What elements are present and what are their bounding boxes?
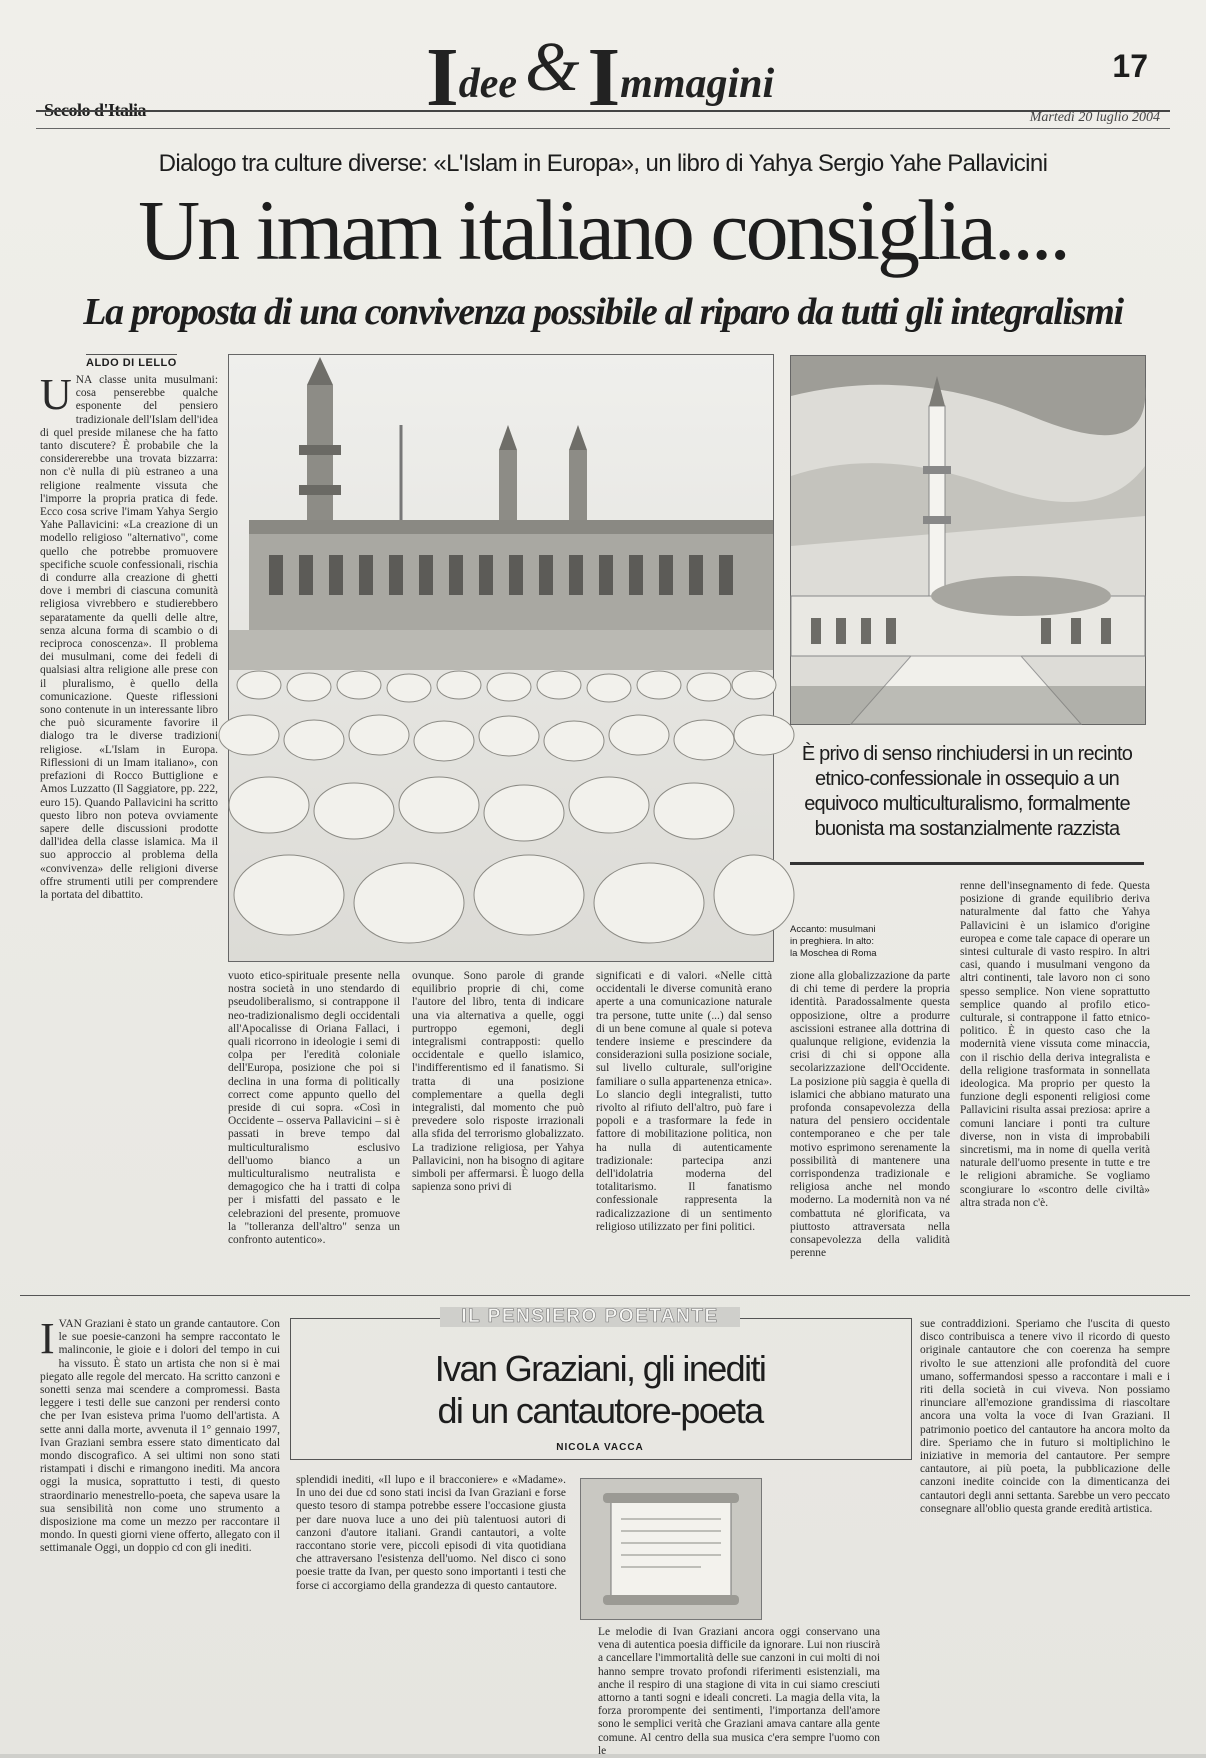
photo-rome-mosque <box>790 355 1146 725</box>
masthead <box>36 10 1170 135</box>
article-column-5: zione alla globalizzazione da parte di chi teme di perdere la propria identità. Paradossalmente questa opposizione, oltre a produrre ascissioni estranee alla dottrina di qualunque religione, evidenzia la crisi di chi si oppone alla secolarizzazione dell'Occidente. La posizione più saggia è quella di islamici che abbiano maturato una profonda consapevolezza della natura del pensiero occidentale contemporaneo e che per tale motivo esprimono serenamente la possibilità di mantenere una corrispondenza tradizionale e religiosa anche nel mondo moderno. La modernità non va né combattuta né glorificata, va piuttosto attraversata nella consapevolezza della validità perenne <box>790 970 950 1260</box>
article-column-1 <box>40 370 218 1280</box>
article-column-2: vuoto etico-spirituale presente nella nostra società in uno stendardo di pseudoliberalismo, si contrappone il neo-tradizionalismo degli occidentali all'Apocalisse di Oriana Fallaci, i quali ricorrono in ideologie i semi di colpa per l'eredità coloniale dell'Europa, posizione che poi si declina in una forma di politically correct come appunto quello del preside di cui sopra. «Così in Occidente – osserva Pallavicini – si è passati in breve tempo dal multiculturalismo esclusivo dell'uomo bianco a un multiculturalismo neutralista e demagogico che ha i tratti di colpa per i misfatti del passato e le celebrazioni del presente, promuove la "tolleranza dell'altro" senza un confronto autentico». <box>228 970 400 1247</box>
article2-headline-line-1: Ivan Graziani, gli inediti <box>434 1348 766 1389</box>
article2-column-1 <box>40 1314 280 1738</box>
article-byline: ALDO DI LELLO <box>86 354 177 369</box>
caption-line-2: in preghiera. In alto: <box>790 936 874 947</box>
pull-quote-rule <box>790 862 1144 865</box>
caption-line-3: la Moschea di Roma <box>790 948 877 959</box>
section-title-initial-i: I <box>426 31 459 124</box>
section-title-second: mmagini <box>620 61 775 107</box>
photo-rome-mosque-image <box>791 356 1145 724</box>
photo-caption <box>790 924 910 960</box>
section-title-first: dee <box>458 61 517 107</box>
article-column-4: significati e di valori. «Nelle città occidentali le diverse comunità erano aperte a una comunicazione naturale tra persone, tutte unite (...) dal senso di un bene comune al quale si poteva tendere insieme e prescindere da considerazioni sulla posizione sociale, sul livello culturale, sull'origine familiare o sulla appartenenza etnica». Lo slancio degli integralisti, tutto rivolto al rifiuto dell'altro, può fare i popoli e a trasformare la fede in fattore di mobilitazione politica, non ha nulla di autenticamente tradizionale: partecipa anzi dell'idolatria moderna del totalitarismo. Il fanatismo confessionale rappresenta la radicalizzazione di un sentimento religioso utilizzato per fini politici. <box>596 970 772 1233</box>
photo-scroll-manuscript <box>580 1478 762 1620</box>
article2-headline-line-2: di un cantautore-poeta <box>437 1390 763 1431</box>
article-column-1-text: NA classe unita musulmani: cosa penserebbe qualche esponente del pensiero tradizionale dell'Islam dell'idea di quel preside milanese che ha fatto tanto discutere? È probabile che la considererebbe una trovata bizzarra: non c'è nulla di più estraneo a una religione realmente vissuta che l'imporre la propria pratica di fede. Ecco cosa scrive l'imam Yahya Sergio Yahe Pallavicini: «La creazione di un modello religioso "alternativo", come quello che potrebbe promuovere specifiche scuole confessionali, rischia di condurre alla creazione di ghetti dove i membri di ciascuna comunità religiosa vivrebbero e studierebbero separatamente da quelli delle altre, senza alcuna forma di scambio o di reciproca conoscenza». Il problema dei musulmani, come dei fedeli di qualsiasi altra religione alle prese con il pluralismo, è quello della comunicazione. Queste riflessioni sono contenute in un interessante libro che può sicuramente favorire il dialogo tra le diverse tradizioni religiose. «L'Islam in Europa. Riflessioni di un Imam italiano», con prefazioni di Rocco Buttiglione e Amos Luzzatto (Il Saggiatore, pp. 222, euro 15). Quando Pallavicini ha scritto questo libro non poteva ovviamente sapere delle discussioni prodotte dall'idea della classe islamica. Ma il suo approccio al problema della «convivenza» delle religioni diverse offre strumenti utili per comprendere la portata del dibattito. <box>40 374 218 901</box>
article2-column-1-text: VAN Graziani è stato un grande cantautore. Con le sue poesie-canzoni ha sempre raccontato le malinconie, le gioie e i dolori del tempo in cui ha vissuto. È stato un artista che non si è mai piegato alle regole del mercato. Ha scritto canzoni e sonetti senza mai scendere a compromessi. Basta leggere i testi delle sue canzoni per rendersi conto che per Ivan esisteva prima l'uomo dell'artista. A sette anni dalla morte, avvenuta il 1° gennaio 1997, Ivan Graziani sembra essere stato dimenticato dal mondo discografico. A sei ultimi non sono stati ristampati i dischi e rimangono inediti. Ma ancora oggi la musica, soprattutto i testi, di questo straordinario menestrello-poeta, che sapeva usare la sua sensibilità non come uno strumento a disposizione ma come un mezzo per raccontare il mondo. In questi giorni viene offerto, allegato con il settimanale Oggi, un doppio cd con gli inediti. <box>40 1318 280 1555</box>
section-title-initial-i2: I <box>587 31 621 124</box>
article2-column-2: splendidi inediti, «Il lupo e il bracconiere» e «Madame». In uno dei due cd sono stati incisi da Ivan Graziani e forse questo tesoro di stampa potrebbe essere l'occasione giusta per dare nuova luce a uno dei più talentuosi autori di canzoni d'autore italiani. Grandi cantautori, a volte raccontano storie vere, piccoli episodi di vita quotidiana che attraversano l'esistenza dell'uomo. Nel disco ci sono poesie tratte da Ivan, per questo sono importanti i testi che forse ci accorgiamo della grandezza di questo cantautore. <box>296 1474 566 1592</box>
photo-scroll-manuscript-image <box>581 1479 761 1619</box>
article-column-3: ovunque. Sono parole di grande equilibrio proprie di chi, come l'autore del libro, tenta di indicare una via alternativa a quelle, oggi purtroppo egemoni, degli integralismi contrapposti: quello occidentale e quello islamico, l'indifferentismo ed il fanatismo. Si tratta di una posizione complementare a quella degli integralisti, dal momento che può prevedere solo risposte irrazionali alla sfida del terrorismo globalizzato. La tradizione religiosa, per Yahya Pallavicini, non ha bisogno di agitare simboli per affermarsi. È luogo della sapienza sono privi di <box>412 970 584 1194</box>
article2-byline: NICOLA VACCA <box>556 1442 644 1453</box>
paper-name: Secolo d'Italia <box>44 100 147 120</box>
page-number: 17 <box>1112 48 1148 84</box>
article2-dropcap: I <box>40 1314 55 1363</box>
section-title <box>426 28 846 124</box>
issue-date: Martedì 20 luglio 2004 <box>1029 110 1160 125</box>
article2-headline <box>300 1348 900 1432</box>
dropcap: U <box>40 370 72 419</box>
article-column-6: renne dell'insegnamento di fede. Questa posizione di grande equilibrio deriva naturalmente dal fatto che Yahya Pallavicini è un islamico d'origine europea e come tale capace di operare un sintesi culturale di vasto respiro. In altri casi, quando i musulmani vengono da altri continenti, tale lavoro non ci sono spesso semplice. Non viene soprattutto semplice quando al profilo etico-culturale, si contrappone il fatto etnico-politico. È in questo caso che la modernità viene vissuta come minaccia, con il rischio della deriva integralista e della religione trasformata in sonnellata ideologica. Ma proprio per questo la funzione degli esponenti religiosi come Pallavicini risulta assai preziosa: aprire a comuni lanciare i ponti tra culture diverse, non in vista di improbabili sincretismi, ma in nome di quella verità naturale dell'uomo presente in tutte e tre le religioni abramiche. Se vogliamo scongiurare lo «scontro delle civiltà» altra strada non c'è. <box>960 880 1150 1209</box>
masthead-rule-lower <box>36 128 1170 129</box>
caption-line-1: Accanto: musulmani <box>790 924 876 935</box>
rubric-label: IL PENSIERO POETANTE <box>440 1307 740 1327</box>
photo-muslims-praying <box>228 354 774 962</box>
article2-column-4: sue contraddizioni. Speriamo che l'uscita di questo disco contribuisca a tenere vivo il ricordo di questo originale cantautore che con coerenza ha sempre rivolto le sue attenzioni alle profondità del cuore umano, soffermandosi spesso a raccontare i mali e i riti della società in cui viveva. Non possiamo rinunciare all'emozione grandissima di riascoltare ancora una volta la voce di Ivan Graziani. Il patrimonio poetico del cantautore ha ancora molto da dire. Speriamo che in futuro si moltiplichino le iniziative in memoria del cantautore. Per sempre cantautore, ai più poeta, la pubblicazione delle canzoni inedite coincide con la dimenticanza dei cantautori degli anni settanta. Sarebbe un vero peccato consegnare all'oblio questa grande eredità artistica. <box>920 1318 1170 1515</box>
article-headline: Un imam italiano consiglia.... <box>138 182 1068 278</box>
section-title-ampersand: & <box>525 29 580 106</box>
article2-column-3: Le melodie di Ivan Graziani ancora oggi conservano una vena di autentica poesia difficile da ignorare. Lui non riuscirà a cancellare l'immortalità delle sue canzoni in cui molti di noi hanno sempre trovato profondi riferimenti esistenziali, ma anche il respiro di una stagione di vita in cui siamo cresciuti attorno a tanti sogni e ideali concreti. La magia della vita, la forza prorompente dei sentimenti, l'importanza dell'amore sono le semplici verità che Graziani amava cantare alla gente comune. Al centro della sua musica c'era sempre l'uomo con le <box>598 1626 880 1757</box>
pull-quote: È privo di senso rinchiudersi in un recinto etnico-confessionale in ossequio a un equivoco multiculturalismo, formalmente buonista ma sostanzialmente razzista <box>801 743 1133 840</box>
section-divider <box>20 1295 1190 1296</box>
photo-muslims-praying-image <box>229 355 773 961</box>
article-subheadline: La proposta di una convivenza possibile al riparo da tutti gli integralismi <box>83 291 1123 333</box>
article-kicker: Dialogo tra culture diverse: «L'Islam in Europa», un libro di Yahya Sergio Yahe Pallavicini <box>158 150 1048 177</box>
masthead-rule <box>36 110 1170 112</box>
